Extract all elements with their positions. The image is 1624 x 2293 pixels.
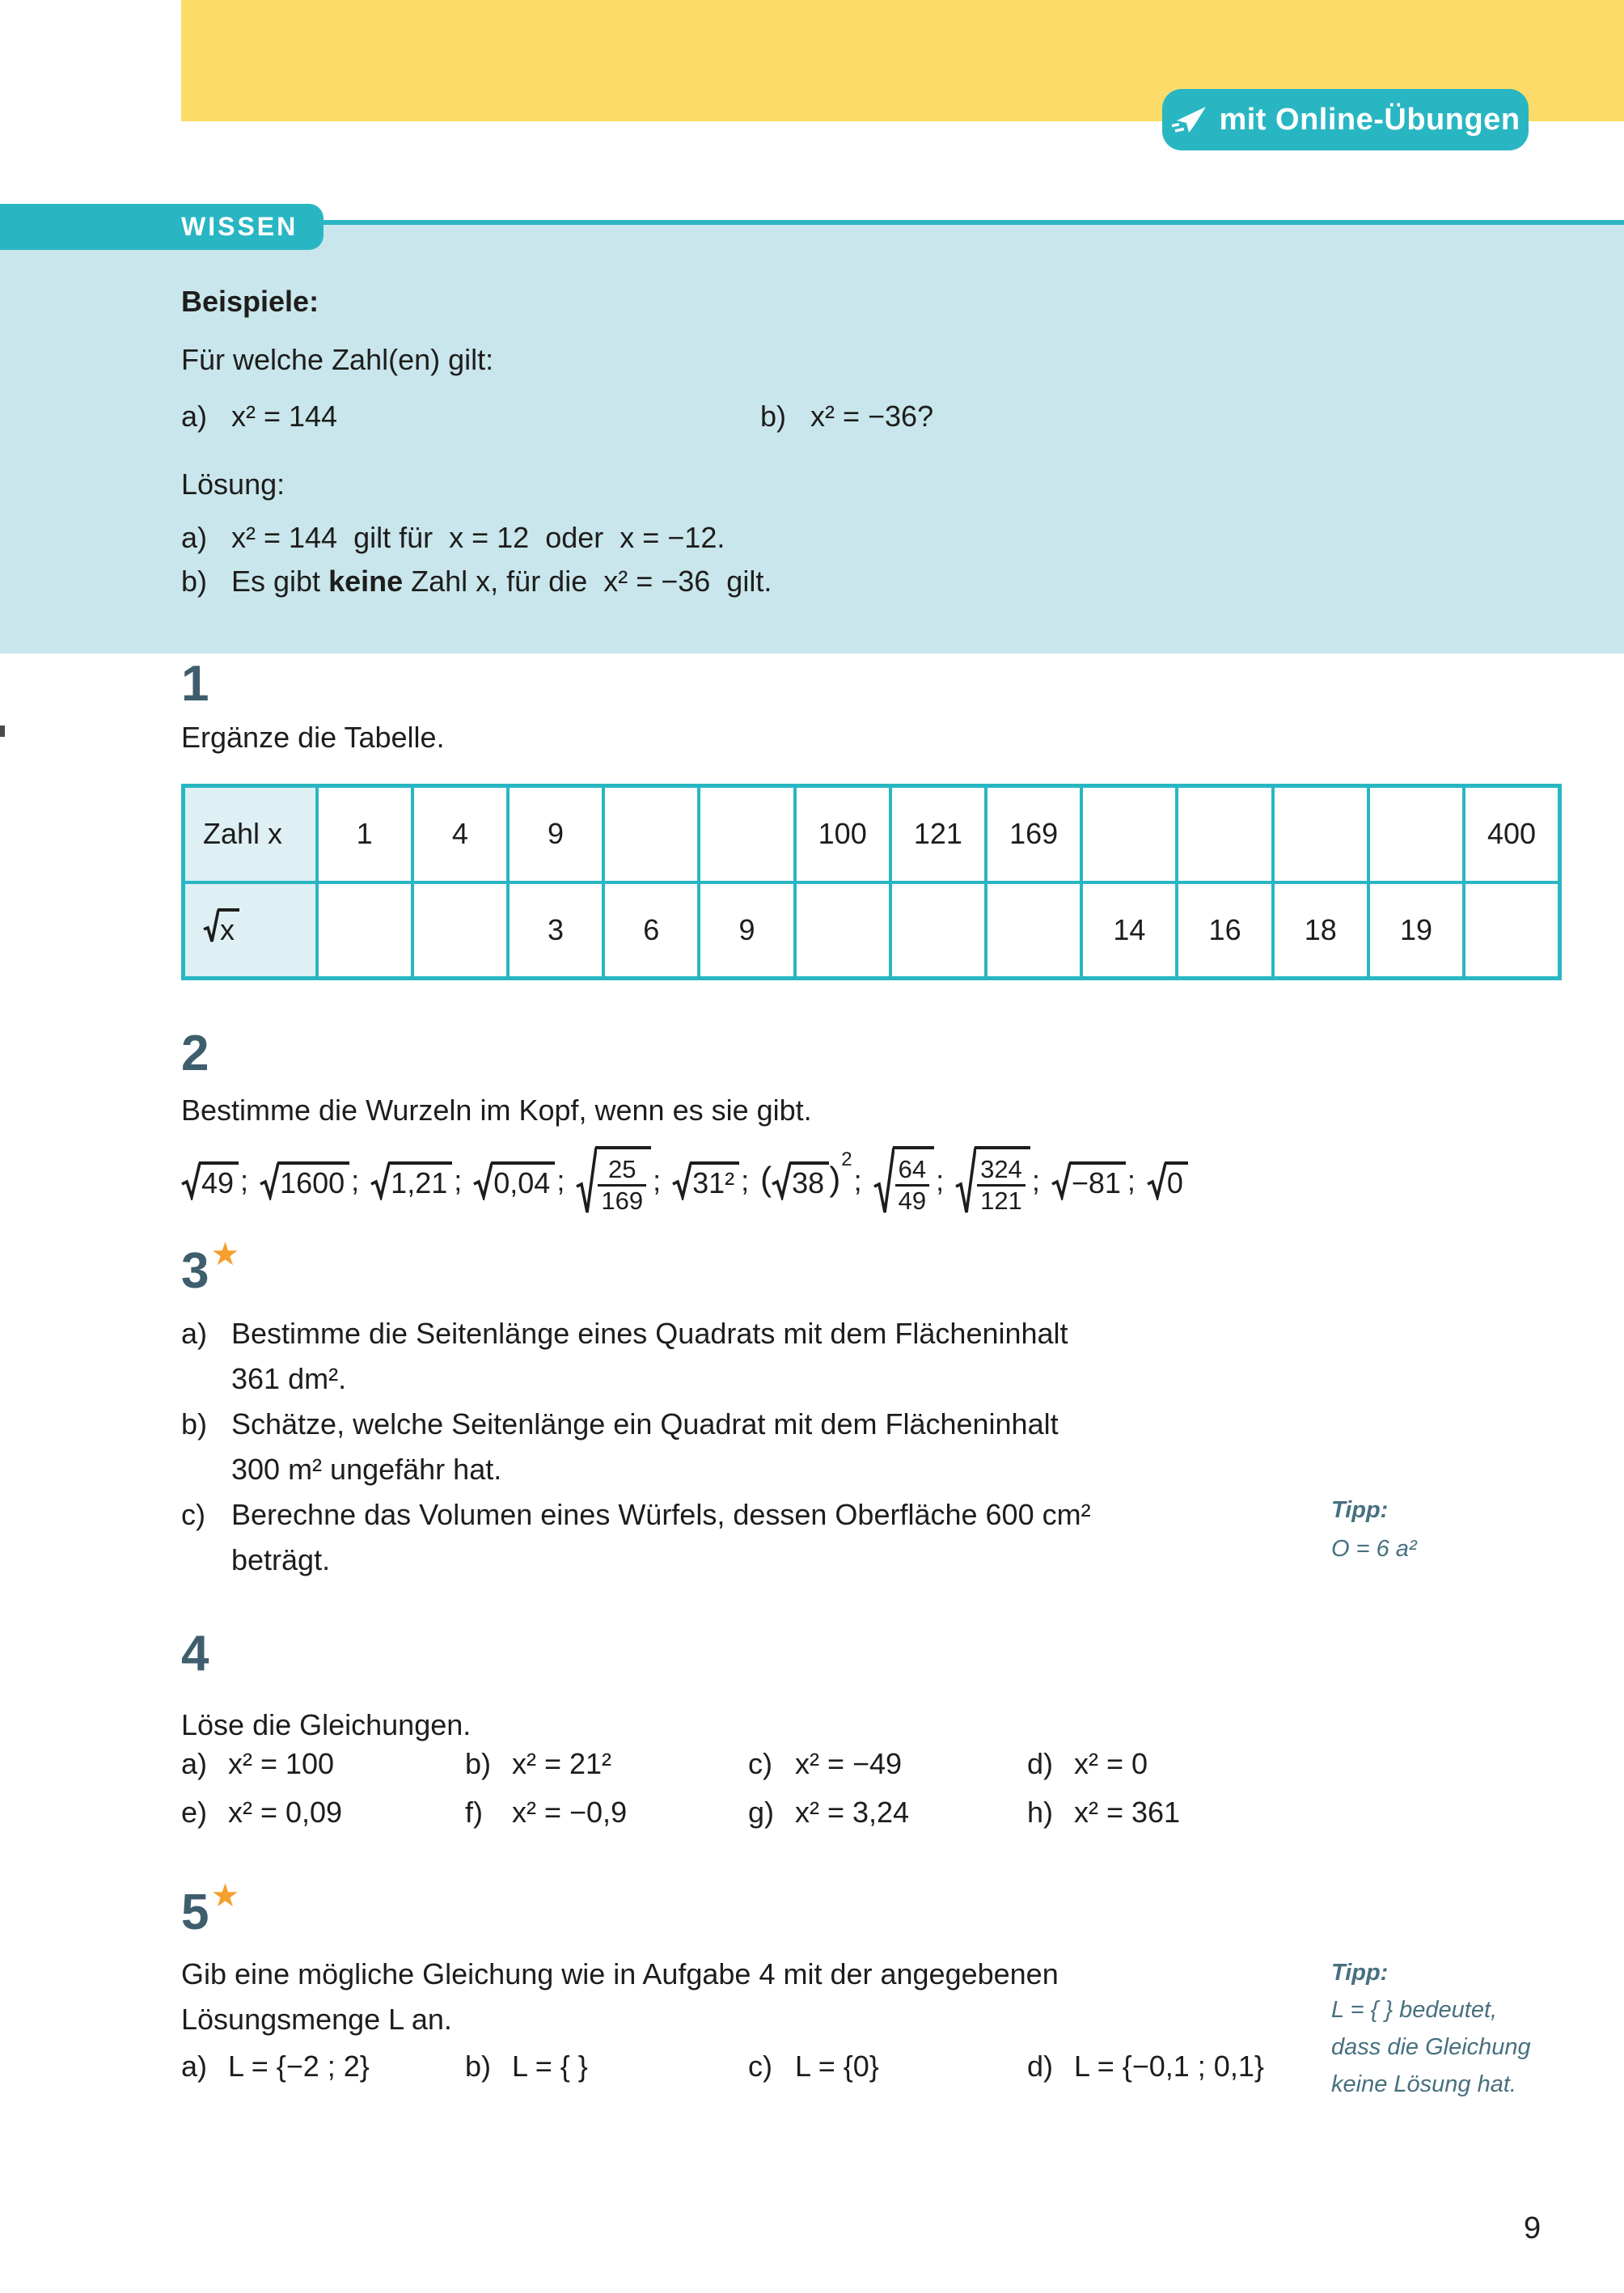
sol-b-label: b) xyxy=(181,565,208,598)
ex3-item-c-label: c) xyxy=(181,1498,205,1531)
sqrt-expression: 1600 xyxy=(260,1161,349,1200)
item-a-label: a) xyxy=(181,400,208,433)
equation-item: d) x² = 0 xyxy=(1027,1747,1148,1780)
table-cell xyxy=(890,882,986,979)
star-icon: ★ xyxy=(210,1237,240,1272)
table-cell: 100 xyxy=(795,786,890,882)
wissen-item-b xyxy=(760,398,933,434)
wissen-item-a xyxy=(181,398,337,434)
online-badge-label: mit Online-Übungen xyxy=(1219,102,1520,137)
table-cell: 18 xyxy=(1273,882,1368,979)
item-a-text: x² = 144 xyxy=(231,400,338,433)
table-cell: 19 xyxy=(1368,882,1464,979)
exercise-1-number: 1 xyxy=(181,656,209,712)
sqrt-expression: −81 xyxy=(1051,1161,1126,1200)
wissen-intro: Für welche Zahl(en) gilt: xyxy=(181,343,494,376)
table-cell: 121 xyxy=(890,786,986,882)
roots-expression-line: 49 ; 1600 ; 1,21 ; 0,04 ; $\frac{25}{169}$ ; 31² ; ( 38 ) 2 ; $\frac{64}{49}$ ; $\frac{324}{121}$ ; −81 ; 0 xyxy=(181,1140,1188,1221)
radical-sign xyxy=(772,1161,791,1200)
exponent: 2 xyxy=(841,1149,852,1170)
wissen-solution-title: Lösung: xyxy=(181,467,285,501)
exercise-5-prompt-line2: Lösungsmenge L an. xyxy=(181,2003,452,2036)
equation-item: f) x² = −0,9 xyxy=(465,1796,628,1829)
tipp-line: dass die Gleichung xyxy=(1331,2034,1531,2060)
row1-header: Zahl x xyxy=(184,786,317,882)
ex3-item-b-line2: 300 m² ungefähr hat. xyxy=(231,1453,502,1486)
set-item: b) L = { } xyxy=(465,2050,588,2083)
ex3-item-a-line2: 361 dm². xyxy=(231,1362,347,1395)
table-cell: 6 xyxy=(603,882,699,979)
sol-b-text-post: Zahl x, für die x² = −36 gilt. xyxy=(403,565,772,598)
exercise-5-number: 5 ★ xyxy=(181,1878,240,1940)
sol-a-label: a) xyxy=(181,521,208,554)
wissen-badge xyxy=(0,204,324,250)
radical-sign xyxy=(260,1161,279,1200)
sqrt-x-symbol: x xyxy=(203,908,239,946)
table-cell: 1 xyxy=(317,786,412,882)
equation-item: h) x² = 361 xyxy=(1027,1796,1181,1829)
fraction: $\frac{25}{169}$ xyxy=(598,1155,646,1215)
wissen-solution-b xyxy=(181,563,772,599)
exercise-4-number: 4 xyxy=(181,1626,209,1682)
tipp-formula: O = 6 a² xyxy=(1331,1536,1417,1562)
exercise-2-number: 2 xyxy=(181,1026,209,1081)
wissen-title: Beispiele: xyxy=(181,285,319,318)
exercise-5-prompt-line1: Gib eine mögliche Gleichung wie in Aufgabe 4 mit der angegebenen xyxy=(181,1957,1059,1991)
table-cell xyxy=(603,786,699,882)
table-cell xyxy=(1273,786,1368,882)
sol-b-text-bold: keine xyxy=(328,565,404,598)
set-item: c) L = {0} xyxy=(748,2050,879,2083)
exercise-2-prompt: Bestimme die Wurzeln im Kopf, wenn es sie gibt. xyxy=(181,1094,812,1127)
wissen-label: WISSEN xyxy=(181,212,298,241)
table-cell: 14 xyxy=(1081,882,1177,979)
table-cell: 169 xyxy=(986,786,1081,882)
ex3-item-b-label: b) xyxy=(181,1407,208,1441)
paren-sqrt-expression: ( 38 ) 2 xyxy=(760,1149,852,1199)
item-b-text: x² = −36? xyxy=(810,400,934,433)
table-cell: 16 xyxy=(1177,882,1272,979)
radical-sign xyxy=(1051,1161,1071,1200)
set-item: d) L = {−0,1 ; 0,1} xyxy=(1027,2050,1264,2083)
ex3-item-a-label: a) xyxy=(181,1317,208,1350)
table-cell xyxy=(1081,786,1177,882)
radical-sign xyxy=(873,1146,894,1216)
table-row-zahl-x xyxy=(184,786,1560,882)
tipp-title: Tipp: xyxy=(1331,1497,1389,1523)
table-cell xyxy=(699,786,794,882)
wissen-solution-a xyxy=(181,519,725,556)
radical-sign xyxy=(1147,1161,1166,1200)
equation-item: b) x² = 21² xyxy=(465,1747,612,1780)
page-edge-mark xyxy=(0,726,5,737)
table-cell xyxy=(1177,786,1272,882)
radical-sign xyxy=(672,1161,691,1200)
fraction: $\frac{64}{49}$ xyxy=(895,1155,929,1215)
tipp-title: Tipp: xyxy=(1331,1960,1389,1986)
online-exercises-badge[interactable] xyxy=(1162,89,1529,150)
table-cell xyxy=(1368,786,1464,882)
table-cell: 4 xyxy=(412,786,508,882)
equation-item: e) x² = 0,09 xyxy=(181,1796,343,1829)
table-cell xyxy=(986,882,1081,979)
ex3-item-b-line1: Schätze, welche Seitenlänge ein Quadrat mit dem Flächeninhalt xyxy=(231,1407,1059,1441)
sqrt-fraction-expression xyxy=(576,1146,651,1216)
table-cell xyxy=(412,882,508,979)
ex3-item-a-line1: Bestimme die Seitenlänge eines Quadrats mit dem Flächeninhalt xyxy=(231,1317,1068,1350)
table-row-sqrt-x xyxy=(184,882,1560,979)
equation-item: a) x² = 100 xyxy=(181,1747,335,1780)
radical-sign xyxy=(370,1161,390,1200)
exercise-4-prompt: Löse die Gleichungen. xyxy=(181,1708,472,1741)
sol-a-text: x² = 144 gilt für x = 12 oder x = −12. xyxy=(231,521,725,554)
fraction: $\frac{324}{121}$ xyxy=(977,1155,1026,1215)
sqrt-expression: 0,04 xyxy=(473,1161,555,1200)
ex3-item-c-line2: beträgt. xyxy=(231,1543,331,1576)
tipp-line: keine Lösung hat. xyxy=(1331,2071,1516,2097)
paper-plane-icon xyxy=(1170,104,1207,135)
row2-header xyxy=(184,882,317,979)
sqrt-expression: 31² xyxy=(672,1161,739,1200)
table-cell: 9 xyxy=(508,786,603,882)
page-number: 9 xyxy=(1524,2211,1542,2245)
roots-table xyxy=(181,784,1562,980)
radical-sign xyxy=(203,908,219,944)
radical-sign xyxy=(955,1146,976,1216)
table-cell: 400 xyxy=(1464,786,1559,882)
radical-sign xyxy=(181,1161,201,1200)
sqrt-fraction-expression xyxy=(873,1146,934,1216)
radical-sign xyxy=(473,1161,493,1200)
table-cell xyxy=(795,882,890,979)
exercise-1-prompt: Ergänze die Tabelle. xyxy=(181,721,445,754)
set-item: a) L = {−2 ; 2} xyxy=(181,2050,370,2083)
table-cell xyxy=(1464,882,1559,979)
radical-sign xyxy=(576,1146,597,1216)
table-cell: 9 xyxy=(699,882,794,979)
equation-item: c) x² = −49 xyxy=(748,1747,903,1780)
table-cell xyxy=(317,882,412,979)
item-b-label: b) xyxy=(760,400,787,433)
equation-item: g) x² = 3,24 xyxy=(748,1796,910,1829)
sqrt-expression: 1,21 xyxy=(370,1161,452,1200)
sqrt-expression: 49 xyxy=(181,1161,239,1200)
star-icon: ★ xyxy=(210,1878,240,1914)
ex3-item-c-line1: Berechne das Volumen eines Würfels, dessen Oberfläche 600 cm² xyxy=(231,1498,1091,1531)
exercise-3-number: 3 ★ xyxy=(181,1237,240,1299)
sqrt-expression: 0 xyxy=(1147,1161,1188,1200)
table-cell: 3 xyxy=(508,882,603,979)
tipp-line: L = { } bedeutet, xyxy=(1331,1997,1498,2023)
sqrt-fraction-expression xyxy=(955,1146,1030,1216)
sol-b-text-pre: Es gibt xyxy=(231,565,329,598)
